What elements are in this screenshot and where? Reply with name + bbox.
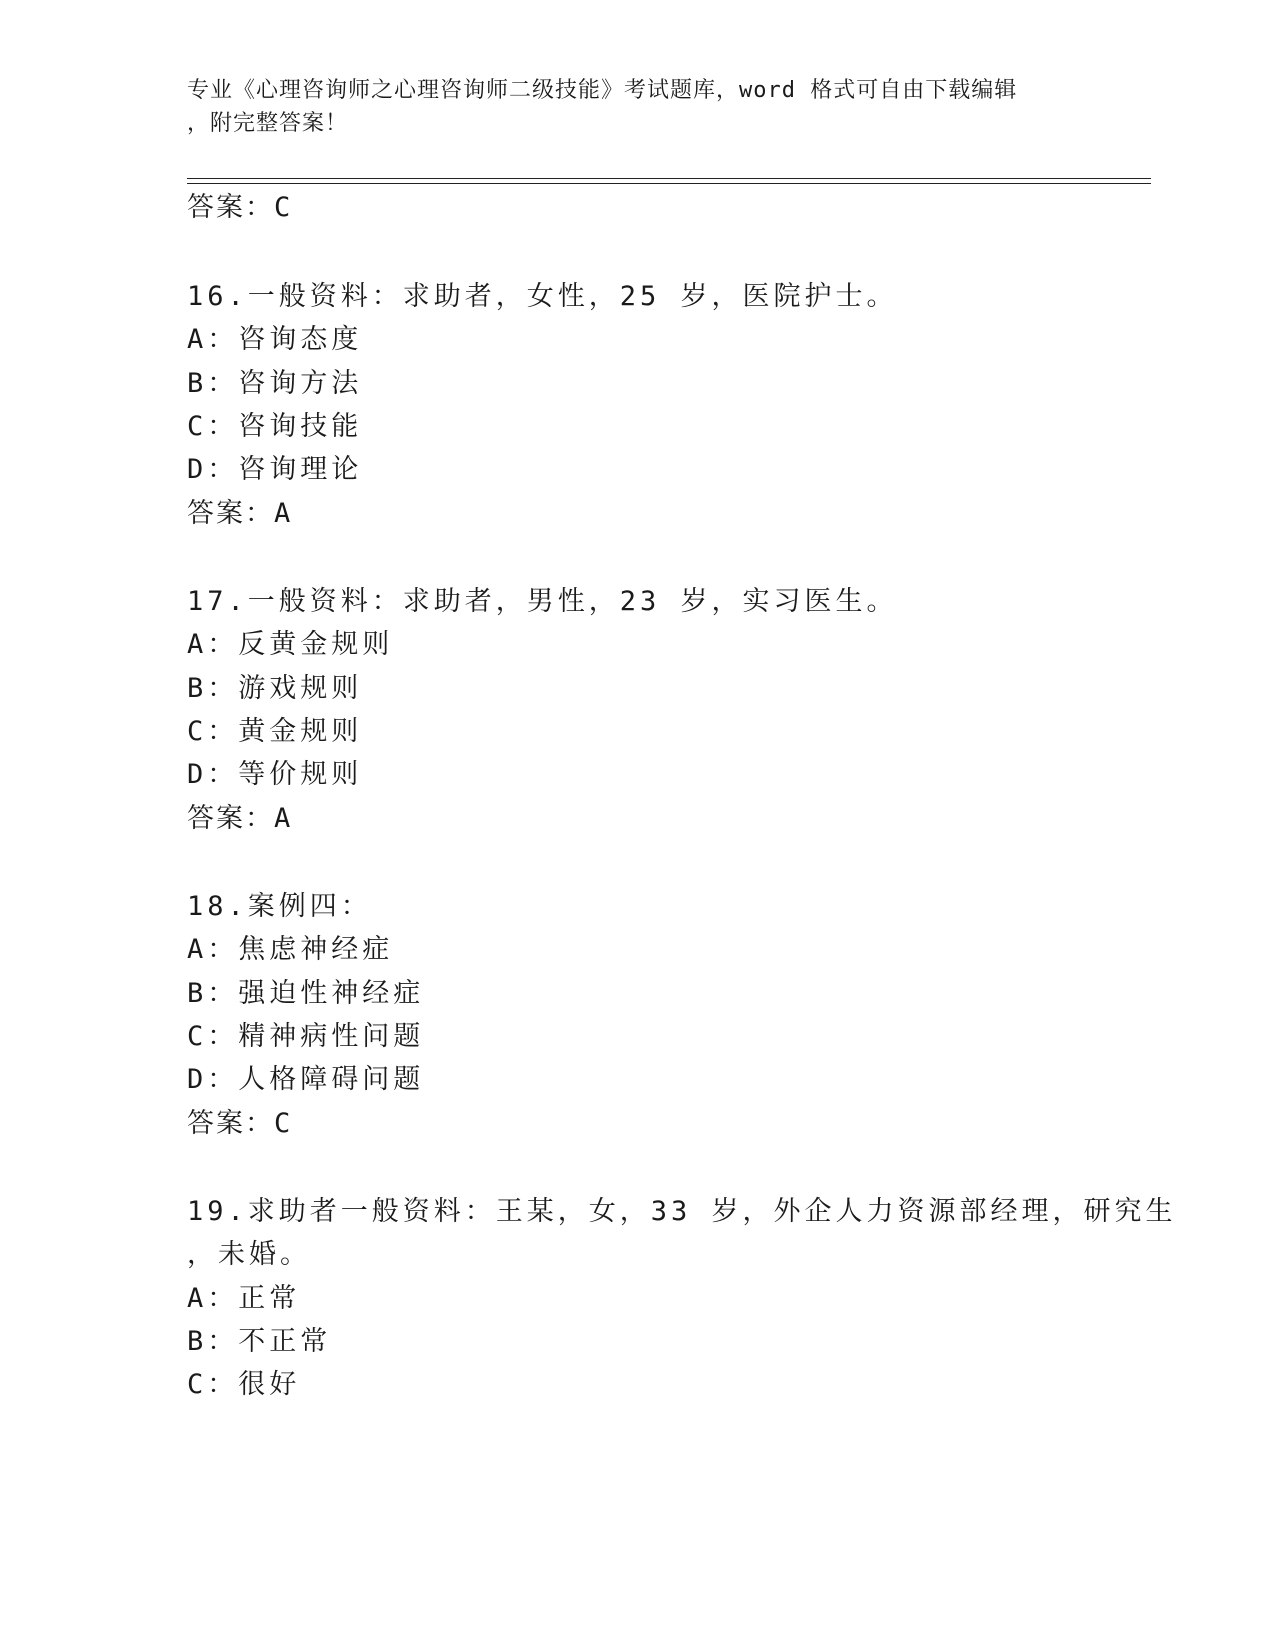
answer-18: 答案：C [187, 1108, 293, 1139]
answer-16: 答案：A [187, 498, 293, 529]
answer-15: 答案：C [187, 192, 293, 223]
header-divider-top [187, 178, 1151, 179]
q17-option-c: C：黄金规则 [187, 716, 363, 747]
question-19-line-1: 19.求助者一般资料：王某，女，33 岁，外企人力资源部经理，研究生 [187, 1196, 1177, 1227]
q17-option-d: D：等价规则 [187, 759, 363, 790]
q19-option-c: C：很好 [187, 1369, 301, 1400]
answer-17: 答案：A [187, 803, 293, 834]
document-header [187, 74, 1087, 140]
q18-option-a: A：焦虑神经症 [187, 934, 394, 965]
q18-option-c: C：精神病性问题 [187, 1021, 425, 1052]
q18-option-d: D：人格障碍问题 [187, 1064, 425, 1095]
q16-option-b: B：咨询方法 [187, 368, 363, 399]
q19-option-a: A：正常 [187, 1283, 301, 1314]
question-16: 16.一般资料：求助者，女性，25 岁，医院护士。 [187, 281, 898, 312]
header-line-2: ，附完整答案！ [187, 111, 349, 136]
header-divider-bottom [187, 183, 1151, 184]
header-line-1: 专业《心理咨询师之心理咨询师二级技能》考试题库，word 格式可自由下载编辑 [187, 78, 1018, 103]
q18-option-b: B：强迫性神经症 [187, 978, 425, 1009]
question-19-line-2: ，未婚。 [187, 1239, 311, 1270]
q16-option-c: C：咨询技能 [187, 411, 363, 442]
q17-option-b: B：游戏规则 [187, 673, 363, 704]
question-17: 17.一般资料：求助者，男性，23 岁，实习医生。 [187, 586, 898, 617]
q16-option-d: D：咨询理论 [187, 454, 363, 485]
q19-option-b: B：不正常 [187, 1326, 332, 1357]
q16-option-a: A：咨询态度 [187, 324, 363, 355]
question-18: 18.案例四： [187, 891, 372, 922]
q17-option-a: A：反黄金规则 [187, 629, 394, 660]
